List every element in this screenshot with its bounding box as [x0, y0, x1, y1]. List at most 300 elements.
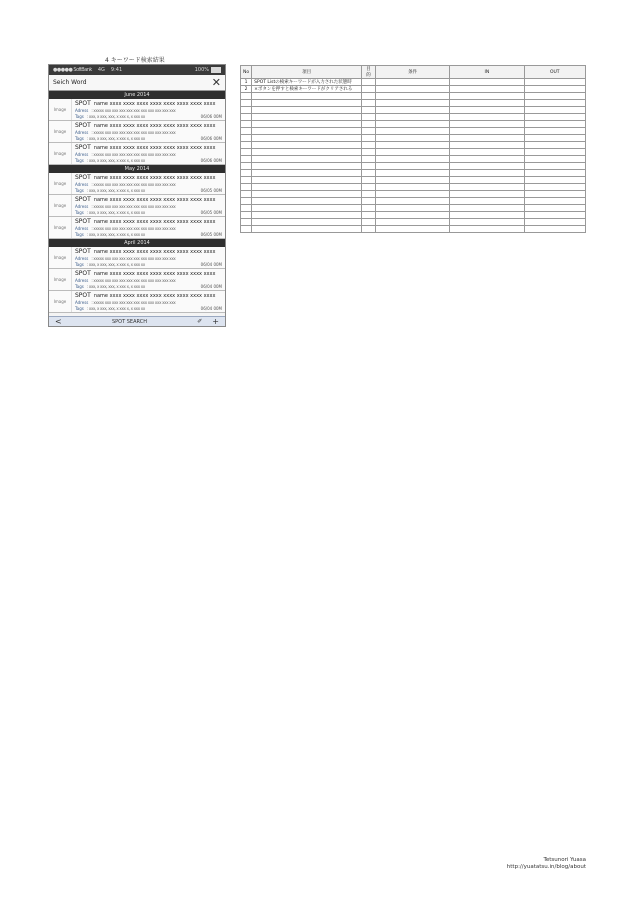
spec-table-cell: [375, 226, 449, 233]
spot-label: SPOT: [75, 100, 91, 107]
toolbar-title: SPOT SEARCH: [111, 318, 147, 325]
spot-thumbnail: Image: [49, 143, 72, 164]
spot-thumbnail: Image: [49, 291, 72, 312]
tags-value: : xxx, x xxx, xxx, x xxx x, x xxx xx: [86, 158, 145, 163]
tags-value: : xxx, x xxx, xxx, x xxx x, x xxx xx: [86, 232, 145, 237]
tags-line: [75, 158, 222, 163]
spec-table-row: [241, 205, 586, 212]
spec-table-cell: [375, 163, 449, 170]
spec-table-cell: [375, 205, 449, 212]
spec-table-cell: [375, 142, 449, 149]
spec-table-cell: [362, 219, 376, 226]
spec-table-cell: [241, 149, 252, 156]
address-line: [75, 204, 222, 209]
address-label: Adress: [75, 130, 89, 135]
network-type: 4G: [97, 67, 105, 73]
spot-list: [49, 91, 225, 313]
signal-carrier: ●●●●● SoftBank: [53, 67, 92, 73]
spec-table-cell: [252, 191, 362, 198]
spec-table-cell: [241, 107, 252, 114]
author-url: http://yuatatsu.in/blog/about: [506, 864, 586, 870]
spec-table-cell: [252, 114, 362, 121]
spec-table-cell: [252, 107, 362, 114]
spec-table-row: [241, 198, 586, 205]
address-label: Adress: [75, 278, 89, 283]
spec-table-row: [241, 177, 586, 184]
spec-table-row: [241, 149, 586, 156]
address-line: [75, 130, 222, 135]
spec-table-cell: [362, 177, 376, 184]
spot-thumbnail: Image: [49, 247, 72, 268]
spot-info: [72, 121, 225, 142]
spec-table-cell: [241, 219, 252, 226]
search-input[interactable]: Seich Word: [53, 79, 87, 86]
spec-table-cell: [375, 191, 449, 198]
spec-table-cell: [450, 93, 524, 100]
spec-table-cell: [241, 100, 252, 107]
footer: [507, 857, 586, 871]
spec-table-cell: [450, 121, 524, 128]
spot-info: [72, 217, 225, 238]
spec-table-row: [241, 107, 586, 114]
spec-table-cell: [375, 184, 449, 191]
spot-name: name xxxx xxxx xxxx xxxx xxxx xxxx xxxx xxxx: [93, 123, 216, 129]
tags-label: Tags: [75, 262, 84, 267]
spec-table-cell: [450, 128, 524, 135]
spec-table-cell: [524, 226, 586, 233]
tags-label: Tags: [75, 232, 84, 237]
spec-table-cell: [252, 149, 362, 156]
spec-table-cell: [241, 170, 252, 177]
spec-table-cell: [252, 205, 362, 212]
spec-table-cell: [524, 198, 586, 205]
spot-info: [72, 99, 225, 120]
spot-label: SPOT: [75, 174, 91, 181]
visit-date: 06/05 00M: [200, 210, 222, 215]
spot-info: [72, 173, 225, 194]
spot-info: [72, 269, 225, 290]
visit-date: 06/06 00M: [200, 114, 222, 119]
spot-name-line: [75, 248, 222, 255]
battery-percent: 100%: [194, 67, 209, 73]
spec-table-cell: [362, 107, 376, 114]
tags-value: : xxx, x xxx, xxx, x xxx x, x xxx xx: [86, 114, 145, 119]
spec-table-row: [241, 93, 586, 100]
tags-line: [75, 188, 222, 193]
spot-name: name xxxx xxxx xxxx xxxx xxxx xxxx xxxx xxxx: [93, 175, 216, 181]
spot-name-line: [75, 174, 222, 181]
spec-table-cell: [450, 177, 524, 184]
spot-thumbnail: Image: [49, 217, 72, 238]
spot-label: SPOT: [75, 196, 91, 203]
spec-table-row: [241, 163, 586, 170]
address-line: [75, 152, 222, 157]
spec-table-cell: [362, 100, 376, 107]
section-header: May 2014: [49, 165, 225, 173]
battery: [195, 67, 221, 73]
spec-table-row: [241, 219, 586, 226]
spec-table-cell: [524, 142, 586, 149]
spec-table-row: [241, 135, 586, 142]
spot-name: name xxxx xxxx xxxx xxxx xxxx xxxx xxxx xxxx: [93, 271, 216, 277]
spec-table-cell: [450, 135, 524, 142]
spot-label: SPOT: [75, 218, 91, 225]
tags-value: : xxx, x xxx, xxx, x xxx x, x xxx xx: [86, 188, 145, 193]
spot-list-item[interactable]: [49, 217, 225, 239]
tags-value: : xxx, x xxx, xxx, x xxx x, x xxx xx: [86, 306, 145, 311]
spec-table-cell: [450, 107, 524, 114]
spec-table-cell: [524, 86, 586, 93]
spec-table-cell: [524, 135, 586, 142]
tags-line: [75, 114, 222, 119]
spec-table-cell: 2: [241, 86, 252, 93]
spec-table-cell: [450, 79, 524, 86]
visit-date: 06/04 00M: [200, 284, 222, 289]
address-label: Adress: [75, 256, 89, 261]
address-value: : xxxxx xxx xxx xxx xxx xxx xxx xxx xxx xxx xxx: [91, 152, 176, 157]
spot-label: SPOT: [75, 248, 91, 255]
spot-name: name xxxx xxxx xxxx xxxx xxxx xxxx xxxx xxxx: [93, 293, 216, 299]
address-value: : xxxxx xxx xxx xxx xxx xxx xxx xxx xxx xxx xxx: [91, 226, 176, 231]
spec-table-cell: [375, 177, 449, 184]
tags-label: Tags: [75, 136, 84, 141]
close-icon[interactable]: ✕: [211, 76, 221, 89]
spec-table-cell: [362, 114, 376, 121]
spec-table-cell: [450, 100, 524, 107]
spec-table-cell: [375, 86, 449, 93]
spot-info: [72, 291, 225, 312]
address-value: : xxxxx xxx xxx xxx xxx xxx xxx xxx xxx xxx xxx: [91, 108, 176, 113]
spot-list-item[interactable]: [49, 291, 225, 313]
spec-table-cell: [375, 93, 449, 100]
spec-table-cell: [524, 219, 586, 226]
tags-value: : xxx, x xxx, xxx, x xxx x, x xxx xx: [86, 136, 145, 141]
tags-value: : xxx, x xxx, xxx, x xxx x, x xxx xx: [86, 284, 145, 289]
spot-label: SPOT: [75, 270, 91, 277]
spec-table-header: [241, 66, 586, 79]
spec-table-cell: [524, 170, 586, 177]
spot-thumbnail: Image: [49, 195, 72, 216]
spec-table-row: [241, 191, 586, 198]
spec-table-cell: [241, 128, 252, 135]
spec-table-cell: [375, 170, 449, 177]
spot-thumbnail: Image: [49, 269, 72, 290]
section-header: April 2014: [49, 239, 225, 247]
spec-table-cell: [524, 205, 586, 212]
spec-table-cell: [450, 163, 524, 170]
tags-line: [75, 306, 222, 311]
spec-table-cell: [450, 205, 524, 212]
spec-table-cell: [252, 135, 362, 142]
spot-name: name xxxx xxxx xxxx xxxx xxxx xxxx xxxx xxxx: [93, 197, 216, 203]
address-value: : xxxxx xxx xxx xxx xxx xxx xxx xxx xxx xxx xxx: [91, 182, 176, 187]
spec-table-row: [241, 156, 586, 163]
spot-name-line: [75, 122, 222, 129]
spec-column-header: OUT: [524, 66, 586, 79]
spec-table-cell: [362, 121, 376, 128]
spot-name-line: [75, 270, 222, 277]
tags-line: [75, 210, 222, 215]
spec-table-cell: [524, 79, 586, 86]
address-value: : xxxxx xxx xxx xxx xxx xxx xxx xxx xxx xxx xxx: [91, 300, 176, 305]
spot-info: [72, 143, 225, 164]
battery-icon: [211, 67, 221, 73]
author-name: Tetsunori Yuasa: [543, 857, 586, 863]
spec-table-cell: [241, 177, 252, 184]
spec-table-cell: [241, 121, 252, 128]
address-label: Adress: [75, 300, 89, 305]
spec-table-cell: [375, 100, 449, 107]
spot-name: name xxxx xxxx xxxx xxxx xxxx xxxx xxxx xxxx: [93, 219, 216, 225]
spec-table-cell: [252, 226, 362, 233]
tags-value: : xxx, x xxx, xxx, x xxx x, x xxx xx: [86, 210, 145, 215]
spec-table-cell: [362, 135, 376, 142]
spec-table-cell: [252, 170, 362, 177]
visit-date: 06/04 00M: [200, 306, 222, 311]
spec-table-row: [241, 114, 586, 121]
address-line: [75, 226, 222, 231]
spec-table-cell: ×ボタンを押すと検索キーワードがクリアされる: [252, 86, 362, 93]
spot-label: SPOT: [75, 122, 91, 129]
spot-name-line: [75, 218, 222, 225]
spec-table-cell: [375, 212, 449, 219]
address-line: [75, 182, 222, 187]
spot-list-item[interactable]: [49, 121, 225, 143]
spec-table-cell: [252, 184, 362, 191]
spec-table-cell: [362, 156, 376, 163]
section-header: June 2014: [49, 91, 225, 99]
tags-label: Tags: [75, 188, 84, 193]
tags-label: Tags: [75, 284, 84, 289]
spec-table-cell: [362, 226, 376, 233]
spec-table-cell: [252, 198, 362, 205]
spec-table-cell: [241, 135, 252, 142]
spec-table-cell: [362, 149, 376, 156]
spec-column-header: 項目: [252, 66, 362, 79]
spec-column-header: 条件: [375, 66, 449, 79]
spot-name: name xxxx xxxx xxxx xxxx xxxx xxxx xxxx xxxx: [93, 249, 216, 255]
spec-table: [240, 65, 586, 233]
spec-table-cell: [450, 156, 524, 163]
tags-line: [75, 136, 222, 141]
spec-column-header: 目 的: [362, 66, 376, 79]
visit-date: 06/05 00M: [200, 188, 222, 193]
spec-table-cell: [252, 219, 362, 226]
spot-list-item[interactable]: [49, 247, 225, 269]
visit-date: 06/04 00M: [200, 262, 222, 267]
spec-table-cell: [362, 198, 376, 205]
spec-table-cell: [241, 142, 252, 149]
spec-table-cell: SPOT Listの検索キーワードが入力された状態時: [252, 79, 362, 86]
spec-table-cell: [241, 156, 252, 163]
spec-table-cell: [362, 212, 376, 219]
address-label: Adress: [75, 226, 89, 231]
tags-line: [75, 232, 222, 237]
edit-icon[interactable]: ✐: [197, 318, 203, 325]
spot-list-item[interactable]: [49, 143, 225, 165]
spec-table-cell: [450, 212, 524, 219]
spec-table-cell: [252, 100, 362, 107]
address-label: Adress: [75, 108, 89, 113]
spec-table-cell: [241, 212, 252, 219]
spot-name-line: [75, 100, 222, 107]
address-label: Adress: [75, 204, 89, 209]
spec-table-cell: [450, 149, 524, 156]
spec-table-cell: [241, 205, 252, 212]
spec-table-cell: [252, 128, 362, 135]
spec-table-cell: [524, 114, 586, 121]
address-label: Adress: [75, 182, 89, 187]
spec-table-cell: [241, 163, 252, 170]
spec-table-cell: [524, 177, 586, 184]
spec-table-cell: [524, 107, 586, 114]
address-value: : xxxxx xxx xxx xxx xxx xxx xxx xxx xxx xxx xxx: [91, 256, 176, 261]
tags-label: Tags: [75, 210, 84, 215]
spec-table-cell: [524, 128, 586, 135]
spec-table-cell: [241, 93, 252, 100]
back-button[interactable]: <: [55, 317, 62, 326]
spec-table-cell: [362, 170, 376, 177]
spec-table-cell: [375, 107, 449, 114]
spot-label: SPOT: [75, 144, 91, 151]
spec-table-cell: [450, 170, 524, 177]
spot-name: name xxxx xxxx xxxx xxxx xxxx xxxx xxxx xxxx: [93, 145, 216, 151]
spec-table-cell: [252, 212, 362, 219]
spot-thumbnail: Image: [49, 173, 72, 194]
spot-thumbnail: Image: [49, 121, 72, 142]
address-line: [75, 300, 222, 305]
spec-table-cell: [375, 198, 449, 205]
spec-table-cell: 1: [241, 79, 252, 86]
clock: 9:41: [110, 67, 123, 73]
spec-table-cell: [362, 86, 376, 93]
spec-table-cell: [241, 198, 252, 205]
spec-table-row: [241, 226, 586, 233]
phone-mockup: [48, 64, 226, 327]
spec-table-cell: [524, 156, 586, 163]
spec-column-header: No: [241, 66, 252, 79]
address-value: : xxxxx xxx xxx xxx xxx xxx xxx xxx xxx xxx xxx: [91, 130, 176, 135]
spot-name: name xxxx xxxx xxxx xxxx xxxx xxxx xxxx xxxx: [93, 101, 216, 107]
spec-table-cell: [450, 219, 524, 226]
spec-column-header: IN: [450, 66, 524, 79]
spec-table-cell: [450, 226, 524, 233]
spot-name-line: [75, 292, 222, 299]
spec-table-cell: [524, 121, 586, 128]
spec-table-cell: [524, 149, 586, 156]
status-bar: [49, 65, 225, 75]
spec-table-cell: [241, 114, 252, 121]
spec-table-cell: [362, 128, 376, 135]
address-line: [75, 256, 222, 261]
spec-table-row: [241, 86, 586, 93]
tags-value: : xxx, x xxx, xxx, x xxx x, x xxx xx: [86, 262, 145, 267]
spec-table-cell: [252, 177, 362, 184]
spec-table-cell: [450, 142, 524, 149]
spec-table-cell: [450, 191, 524, 198]
spec-table-cell: [362, 79, 376, 86]
spec-table-cell: [524, 93, 586, 100]
page-title: 4 キーワード検索結果: [105, 57, 165, 64]
spec-table-row: [241, 184, 586, 191]
spec-table-cell: [524, 100, 586, 107]
spot-name-line: [75, 144, 222, 151]
spec-table-cell: [252, 142, 362, 149]
spec-table-cell: [362, 191, 376, 198]
spec-table-row: [241, 142, 586, 149]
spot-list-item[interactable]: [49, 173, 225, 195]
spec-table-cell: [252, 163, 362, 170]
spec-table-cell: [362, 163, 376, 170]
spot-thumbnail: Image: [49, 99, 72, 120]
visit-date: 06/05 00M: [200, 232, 222, 237]
spec-table-row: [241, 100, 586, 107]
spec-table-cell: [524, 191, 586, 198]
tags-line: [75, 284, 222, 289]
spec-table-cell: [375, 156, 449, 163]
address-label: Adress: [75, 152, 89, 157]
spec-table-cell: [252, 156, 362, 163]
spec-table-cell: [241, 226, 252, 233]
spec-table-cell: [524, 184, 586, 191]
spec-table-row: [241, 170, 586, 177]
spec-table-cell: [375, 149, 449, 156]
spec-table-cell: [375, 79, 449, 86]
tags-label: Tags: [75, 158, 84, 163]
address-line: [75, 278, 222, 283]
spot-info: [72, 195, 225, 216]
spec-table-cell: [375, 128, 449, 135]
spot-list-item[interactable]: [49, 269, 225, 291]
spec-table-cell: [524, 163, 586, 170]
spec-table-cell: [450, 114, 524, 121]
spec-table-cell: [252, 121, 362, 128]
spec-table-cell: [450, 198, 524, 205]
tags-label: Tags: [75, 114, 84, 119]
bottom-toolbar: [49, 316, 225, 326]
spec-table-row: [241, 128, 586, 135]
spot-list-item[interactable]: [49, 195, 225, 217]
address-value: : xxxxx xxx xxx xxx xxx xxx xxx xxx xxx xxx xxx: [91, 204, 176, 209]
spec-table-cell: [362, 184, 376, 191]
spec-table-cell: [241, 191, 252, 198]
spec-table-row: [241, 212, 586, 219]
search-bar[interactable]: [49, 75, 225, 91]
spec-table-row: [241, 79, 586, 86]
spot-label: SPOT: [75, 292, 91, 299]
spec-table-cell: [252, 93, 362, 100]
spec-table-cell: [362, 205, 376, 212]
spec-table-row: [241, 121, 586, 128]
spec-table-cell: [362, 142, 376, 149]
visit-date: 06/06 00M: [200, 136, 222, 141]
spot-list-item[interactable]: [49, 99, 225, 121]
spec-table-cell: [450, 184, 524, 191]
address-value: : xxxxx xxx xxx xxx xxx xxx xxx xxx xxx xxx xxx: [91, 278, 176, 283]
spec-table-cell: [375, 121, 449, 128]
visit-date: 06/06 00M: [200, 158, 222, 163]
spec-table-cell: [375, 219, 449, 226]
spec-table-cell: [375, 135, 449, 142]
address-line: [75, 108, 222, 113]
add-button[interactable]: +: [212, 317, 219, 326]
spec-table-cell: [375, 114, 449, 121]
spot-name-line: [75, 196, 222, 203]
spec-table-cell: [241, 184, 252, 191]
spec-table-cell: [362, 93, 376, 100]
tags-line: [75, 262, 222, 267]
tags-label: Tags: [75, 306, 84, 311]
